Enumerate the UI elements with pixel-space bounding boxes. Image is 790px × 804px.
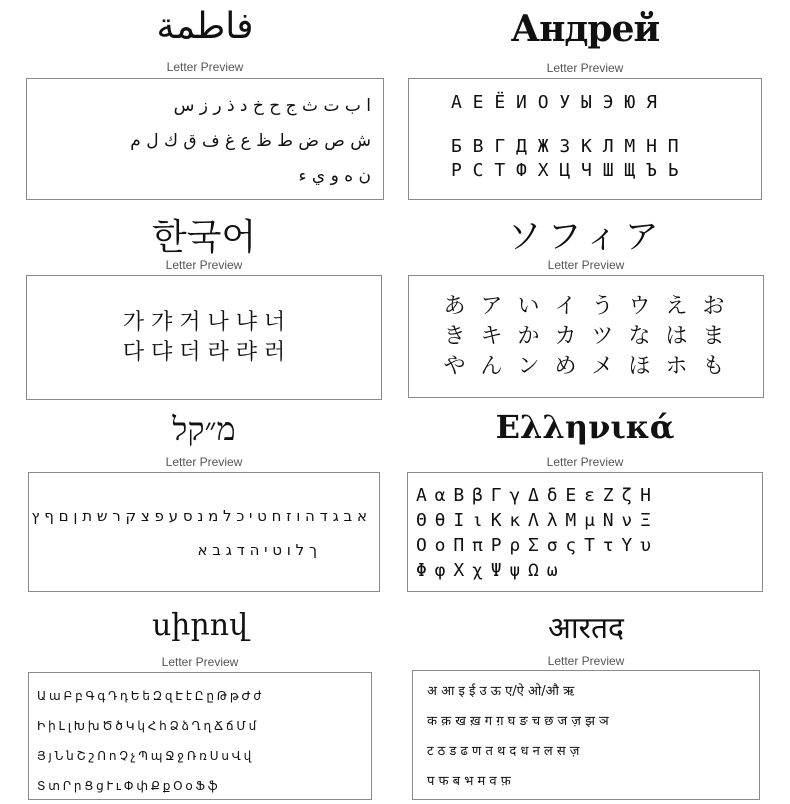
letter-preview-caption: Letter Preview [547,258,625,272]
letter-line: Φ φ Χ χ Ψ ψ Ω ω [416,560,557,581]
letter-line: 다 댜 더 라 랴 러 [122,340,286,365]
name-title-hindi: आरतद [548,611,624,646]
panel-hebrew [28,400,380,595]
letter-line: Б В Г Д Ж З К Л М Н П [451,136,679,157]
letter-line: ך ל ו ט י ה ד ג ב א [197,541,317,559]
letter-lines [408,483,762,583]
panel-korean [26,205,382,400]
letter-line: क क़ ख ख़ ग ग़ घ ङ च छ ज ज़ झ ञ [427,714,609,729]
panel-arabic [26,0,384,205]
letter-preview-caption: Letter Preview [547,654,625,668]
letter-line: Α α Β β Γ γ Δ δ Ε ε Ζ ζ Η [416,485,650,506]
letter-preview-box [28,672,372,800]
letter-line: や ん ン め メ ほ ホ も [443,354,729,379]
letter-lines [29,499,379,567]
letter-lines [409,91,761,183]
letter-line: き キ か カ ツ な は ま [443,324,729,349]
letter-line: ا ب ت ث ج ح خ د ذ ر ز س [173,96,371,116]
letter-lines [27,89,383,194]
panel-russian [408,0,762,205]
letter-preview-caption: Letter Preview [165,455,243,469]
letter-lines [413,677,759,797]
letter-preview-caption: Letter Preview [166,60,244,74]
name-title-greek: Ελληνικά [495,408,675,446]
name-title-japanese: ソフィア [507,217,665,257]
panel-armenian [28,598,372,802]
letter-preview-caption: Letter Preview [546,455,624,469]
letter-line: Ի ի Լ լ Խ խ Ծ ծ Կ կ Հ հ Ձ ձ Ղ ղ Ճ ճ Մ մ [37,719,256,733]
panel-japanese [408,205,764,400]
letter-line: あ ア い イ う ウ え お [443,294,729,319]
letter-line: Ο ο Π π Ρ ρ Σ σ ς Τ τ Υ υ [416,535,650,556]
letter-line: अ आ इ ई उ ऊ ए/ऐ ओ/औ ऋ [427,684,575,699]
panel-hindi [412,598,760,802]
letter-line: 가 갸 거 나 냐 너 [122,310,286,335]
name-title-armenian: սիրով [151,608,249,643]
letter-preview-box [26,275,382,400]
letter-preview-box [412,670,760,800]
letter-line: प फ ब भ म व फ़ [427,774,511,789]
letter-line: Р С Т Ф Х Ц Ч Ш Щ Ъ Ь [451,160,679,181]
letter-preview-box [407,472,763,592]
letter-lines [29,681,371,801]
letter-line: ट ठ ड ढ ण त थ द ध न ल स ज़ [427,744,580,759]
letter-line: ن ه و ي ء [298,166,371,186]
letter-preview-caption: Letter Preview [165,258,243,272]
name-title-korean: 한국어 [151,217,257,258]
letter-preview-box [26,78,384,200]
name-title-arabic: فاطمة [156,6,254,47]
letter-preview-box [28,472,380,592]
letter-preview-box [408,275,764,398]
letter-line: А Е Ё И О У Ы Э Ю Я [451,92,657,113]
letter-line: Տ տ Ր ր Ց ց Ւ ւ Փ փ Ք ք Օ օ Ֆ ֆ [37,779,218,793]
panel-greek [407,400,763,595]
letter-lines [409,292,763,382]
letter-preview-caption: Letter Preview [546,61,624,75]
name-title-russian: Андрей [510,8,660,50]
letter-line: ش ص ض ط ظ ع غ ف ق ك ل م [130,131,371,151]
letter-line: Θ θ Ι ι Κ κ Λ λ Μ μ Ν ν Ξ [416,510,650,531]
name-title-hebrew: מ״קל [172,410,236,448]
letter-line: Ա ա Բ բ Գ գ Դ դ Ե ե Զ զ Է է Ը ը Թ թ Ժ ժ [37,689,261,703]
letter-preview-caption: Letter Preview [161,655,239,669]
letter-lines [27,308,381,368]
letter-line: Յ յ Ն ն Շ շ Ո ո Չ չ Պ պ Ջ ջ Ռ ռ Ս ս Վ վ [37,749,251,763]
letter-line: א ב ג ד ה ו ז ח ט י כ ל מ נ ס ע פ צ ק ר ש ת ן ם ף ץ [31,507,367,525]
letter-preview-box [408,78,762,200]
